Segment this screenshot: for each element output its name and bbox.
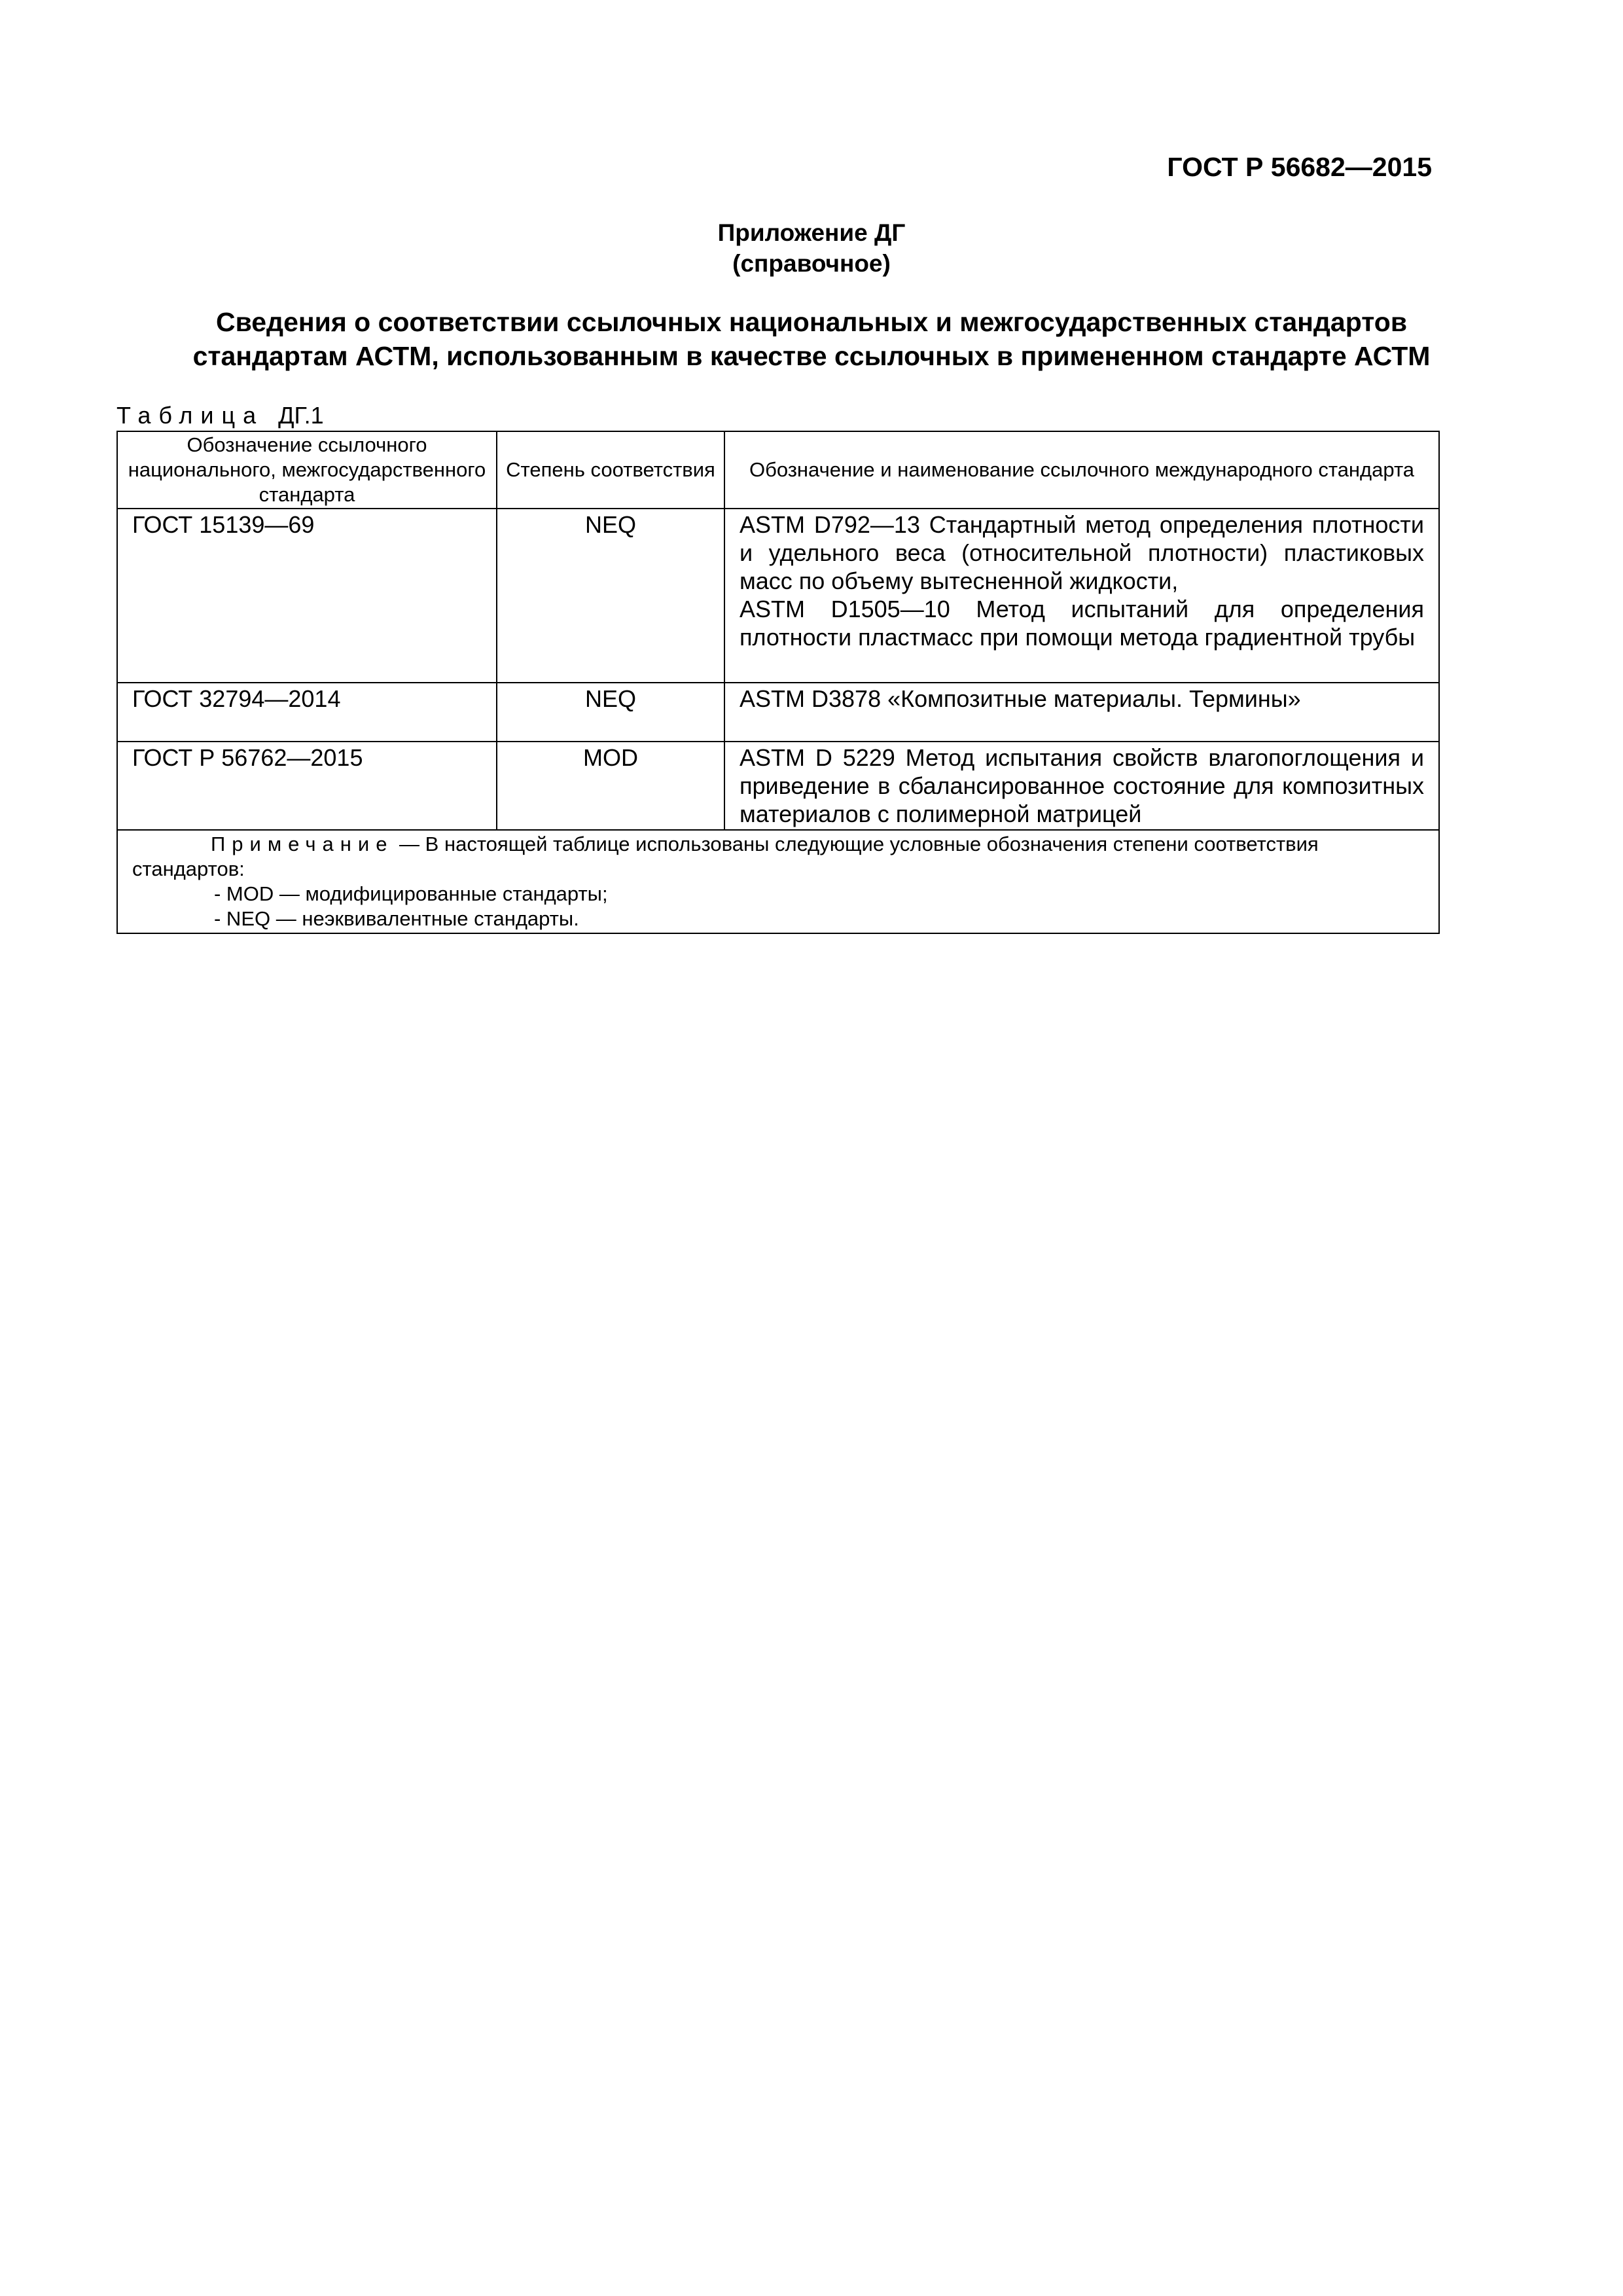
annex-title-line-1: Сведения о соответствии ссылочных национальных и межгосударственных стандартов [215,307,1408,337]
note-item: - MOD — модифицированные стандарты; [214,882,608,905]
description-part: ASTM D 5229 Метод испытания свойств влагопоглощения и приведение в сбалансированное состояние для композитных материалов с полимерной матрицей [740,744,1424,827]
annex-title [98,305,1525,373]
description-part: ASTM D3878 «Композитные материалы. Термины» [740,685,1301,712]
cell-degree: NEQ [497,683,724,742]
table-note [117,830,1439,933]
cell-description [724,683,1439,742]
note-label: Примечание [211,833,394,855]
annex-label: Приложение ДГ [717,219,906,246]
description-part: ASTM D792—13 Стандартный метод определения плотности и удельного веса (относительной плотности) пластиковых масс по объему вытесненной жидкости, [740,511,1424,594]
cell-degree: MOD [497,742,724,830]
document-code: ГОСТ Р 56682—2015 [1167,152,1432,182]
note-body: — В настоящей таблице использованы следующие условные обозначения степени соответствия стандартов: [132,833,1319,880]
table-caption [116,402,324,429]
annex-kind: (справочное) [732,250,891,277]
table-caption-number: ДГ.1 [278,402,324,429]
cell-description [724,742,1439,830]
cell-degree: NEQ [497,509,724,683]
note-text [132,832,1424,882]
description-part: ASTM D1505—10 Метод испытаний для определения плотности пластмасс при помощи метода градиентной трубы [740,596,1424,651]
header-degree: Степень соответствия [497,431,724,509]
header-national-standard: Обозначение ссылочного национального, межгосударственного стандарта [117,431,497,509]
annex-heading [0,217,1623,279]
cell-standard: ГОСТ Р 56762—2015 [117,742,497,830]
reference-standards-table [116,431,1440,934]
cell-standard: ГОСТ 15139—69 [117,509,497,683]
table-note-row [117,830,1439,933]
table-row [117,742,1439,830]
cell-standard: ГОСТ 32794—2014 [117,683,497,742]
note-item: - NEQ — неэквивалентные стандарты. [214,907,579,930]
table-header-row [117,431,1439,509]
header-international-standard: Обозначение и наименование ссылочного международного стандарта [724,431,1439,509]
table-row [117,683,1439,742]
annex-title-line-2: стандартам АСТМ, использованным в качестве ссылочных в примененном стандарте АСТМ [192,341,1431,371]
table-caption-word: Таблица [116,402,264,429]
cell-description [724,509,1439,683]
table-row [117,509,1439,683]
